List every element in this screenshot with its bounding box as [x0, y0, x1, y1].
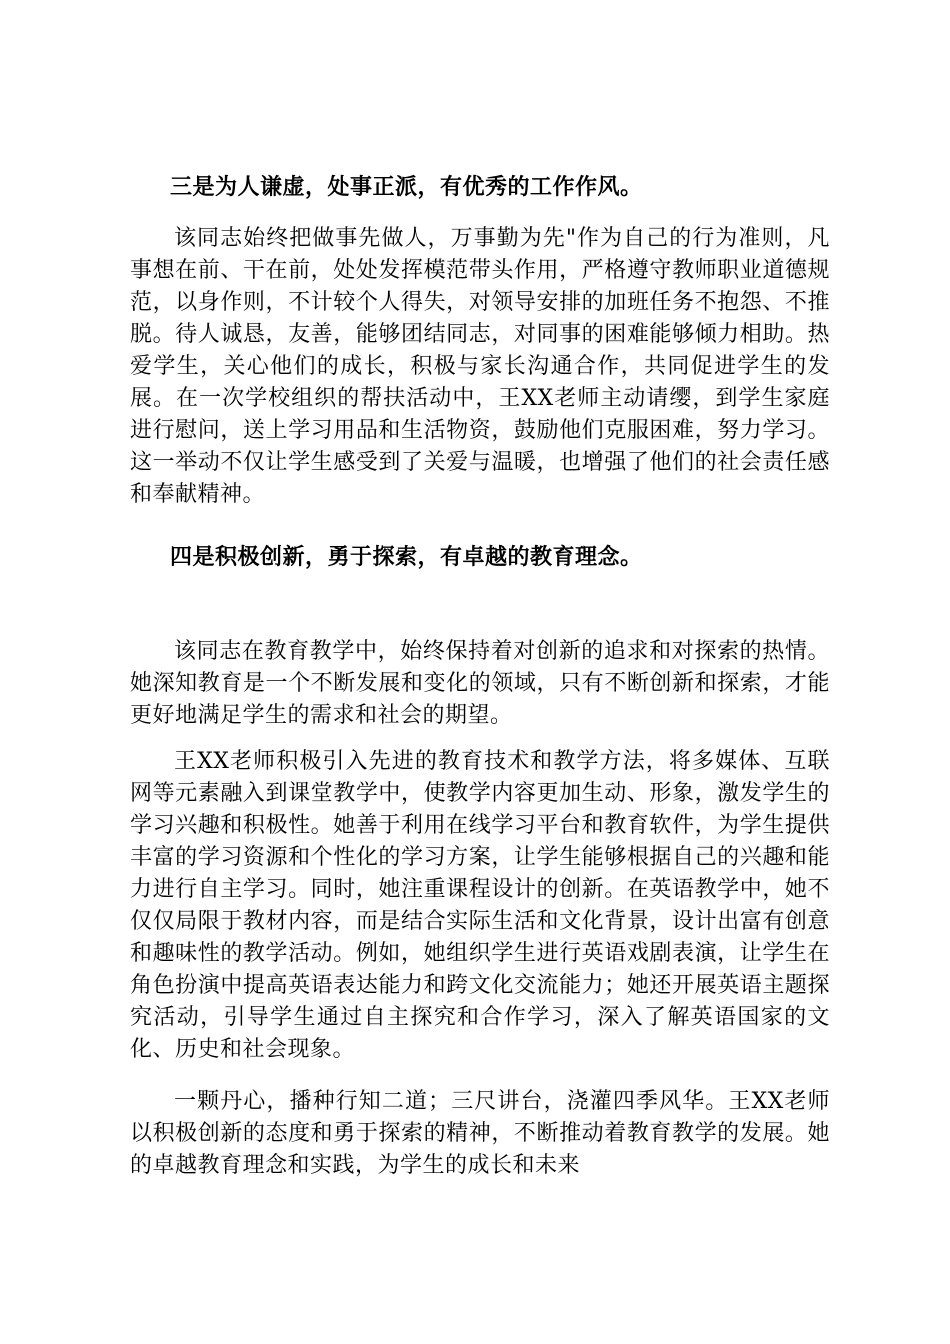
section-heading-four: 四是积极创新，勇于探索，有卓越的教育理念。 [170, 545, 643, 570]
paragraph-work-style: 该同志始终把做事先做人，万事勤为先"作为自己的行为准则，凡事想在前、干在前，处处发挥模范带头作用，严格遵守教师职业道德规范，以身作则，不计较个人得失，对领导安排的加班任务不抱怨、不推脱。待人诚恳，友善，能够团结同志，对同事的困难能够倾力相助。热爱学生，关心他们的成长，积极与家长沟通合作，共同促进学生的发展。在一次学校组织的帮扶活动中，王XX老师主动请缨，到学生家庭进行慰问，送上学习用品和生活物资，鼓励他们克服困难，努力学习。这一举动不仅让学生感受到了关爱与温暖，也增强了他们的社会责任感和奉献精神。 [130, 226, 830, 507]
paragraph-teaching-methods: 王XX老师积极引入先进的教育技术和教学方法，将多媒体、互联网等元素融入到课堂教学中，使教学内容更加生动、形象，激发学生的学习兴趣和积极性。她善于利用在线学习平台和教育软件，为学生提供丰富的学习资源和个性化的学习方案，让学生能够根据自己的兴趣和能力进行自主学习。同时，她注重课程设计的创新。在英语教学中，她不仅仅局限于教材内容，而是结合实际生活和文化背景，设计出富有创意和趣味性的教学活动。例如，她组织学生进行英语戏剧表演，让学生在角色扮演中提高英语表达能力和跨文化交流能力；她还开展英语主题探究活动，引导学生通过自主探究和合作学习，深入了解英语国家的文化、历史和社会现象。 [130, 749, 830, 1062]
paragraph-conclusion: 一颗丹心，播种行知二道；三尺讲台，浇灌四季风华。王XX老师以积极创新的态度和勇于探索的精神，不断推动着教育教学的发展。她的卓越教育理念和实践，为学生的成长和未来 [130, 1089, 830, 1178]
section-heading-three: 三是为人谦虚，处事正派，有优秀的工作作风。 [170, 175, 643, 200]
paragraph-innovation-intro: 该同志在教育教学中，始终保持着对创新的追求和对探索的热情。她深知教育是一个不断发展和变化的领域，只有不断创新和探索，才能更好地满足学生的需求和社会的期望。 [130, 639, 830, 728]
